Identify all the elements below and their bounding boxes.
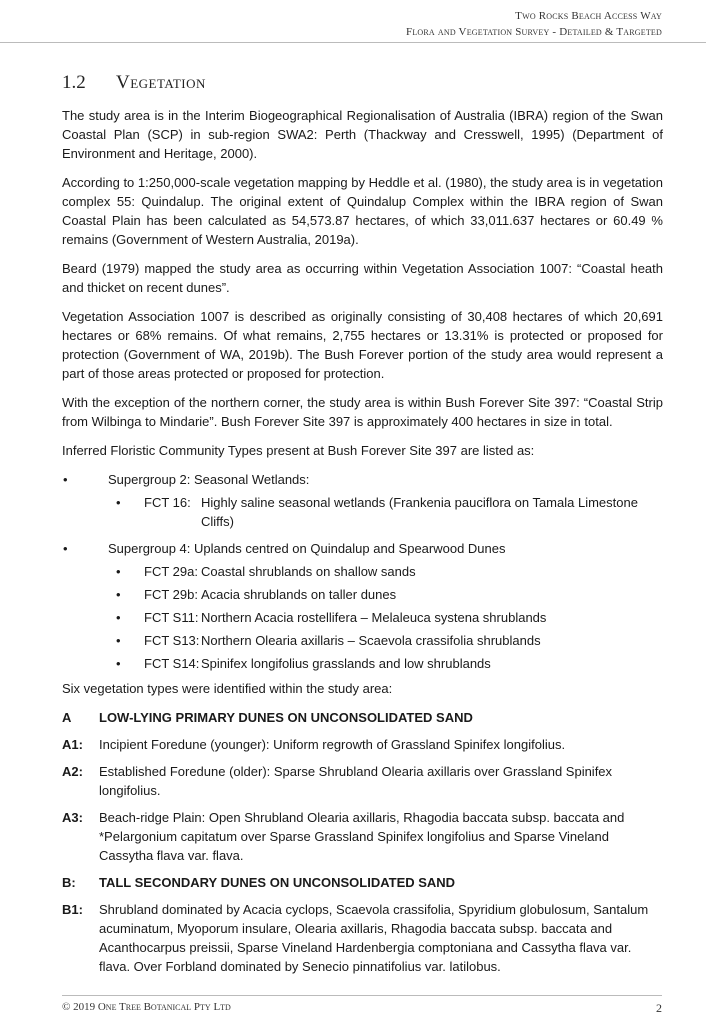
- section-title: Vegetation: [116, 72, 206, 93]
- paragraph: The study area is in the Interim Biogeographical Regionalisation of Australia (IBRA) region of the Swan Coastal Plan (SCP) in sub-region SWA2: Perth (Thackway and Cresswell, 1995) (Department of Environment and Heritage, 2000).: [62, 108, 663, 161]
- supergroup-item: [62, 539, 663, 673]
- veg-type-item: [62, 735, 663, 754]
- veg-type-code: A2:: [62, 764, 83, 779]
- fct-code: • FCT 29b:: [144, 587, 198, 602]
- body-content: [62, 106, 663, 984]
- paragraph: Vegetation Association 1007 is described as originally consisting of 30,408 hectares of which 20,691 hectares or 68% remains. Of what remains, 2,755 hectares or 13.31% is protected or proposed for protection (Government of WA, 2019b). The Bush Forever portion of the study area would represent a part of those areas protected or proposed for protection.: [62, 309, 663, 381]
- veg-type-text: Shrubland dominated by Acacia cyclops, Scaevola crassifolia, Spyridium globulosum, Santalum acuminatum, Myoporum insulare, Olearia axillaris, Rhagodia baccata subsp. baccata and Acanthocarpus preissii, Sparse Vineland Hardenbergia comptoniana and Cassytha flava var. flava. Over Forbland dominated by Senecio pinnatifolius var. latilobus.: [99, 902, 649, 974]
- section-heading: [62, 72, 206, 94]
- fct-item: [108, 631, 663, 650]
- fct-sublist: [108, 493, 663, 531]
- fct-item: [108, 654, 663, 673]
- veg-type-item: [62, 808, 663, 865]
- fct-sublist: [108, 562, 663, 673]
- fct-code: • FCT S11:: [144, 610, 199, 625]
- fct-item: [108, 585, 663, 604]
- fct-text: Highly saline seasonal wetlands (Frankenia pauciflora on Tamala Limestone Cliffs): [201, 495, 638, 529]
- fct-list: [62, 470, 663, 673]
- fct-code: • FCT S14:: [144, 656, 200, 671]
- veg-group-heading: [62, 873, 663, 892]
- supergroup-item: [62, 470, 663, 531]
- supergroup-label: Supergroup 2: Seasonal Wetlands:: [108, 472, 310, 487]
- supergroup-label: Supergroup 4: Uplands centred on Quindalup and Spearwood Dunes: [108, 541, 506, 556]
- fct-text: Spinifex longifolius grasslands and low shrublands: [201, 656, 491, 671]
- veg-type-item: [62, 900, 663, 976]
- veg-type-item: [62, 762, 663, 800]
- running-header: [406, 8, 662, 40]
- footer-divider: [62, 995, 662, 996]
- fct-text: Northern Olearia axillaris – Scaevola crassifolia shrublands: [201, 633, 541, 648]
- paragraph: Inferred Floristic Community Types present at Bush Forever Site 397 are listed as:: [62, 443, 535, 458]
- paragraph: With the exception of the northern corner, the study area is within Bush Forever Site 397: “Coastal Strip from Wilbinga to Mindarie”. Bush Forever Site 397 is approximately 400 hectares in size in total.: [62, 395, 663, 429]
- veg-type-text: Incipient Foredune (younger): Uniform regrowth of Grassland Spinifex longifolius.: [99, 737, 566, 752]
- header-divider: [0, 42, 706, 43]
- veg-type-code: A1:: [62, 737, 83, 752]
- fct-code: • FCT S13:: [144, 633, 200, 648]
- fct-text: Northern Acacia rostellifera – Melaleuca systena shrublands: [201, 610, 547, 625]
- veg-type-text: Beach-ridge Plain: Open Shrubland Olearia axillaris, Rhagodia baccata subsp. baccata and *Pelargonium capitatum over Sparse Grassland Spinifex longifolius and Sparse Vineland Cassytha flava var. flava.: [99, 810, 625, 863]
- fct-code: • FCT 29a:: [144, 564, 198, 579]
- page-number: 2: [656, 1001, 662, 1015]
- veg-intro: Six vegetation types were identified within the study area:: [62, 681, 393, 696]
- veg-group-code: A: [62, 710, 72, 725]
- veg-group-title: TALL SECONDARY DUNES ON UNCONSOLIDATED SAND: [99, 875, 456, 890]
- fct-text: Coastal shrublands on shallow sands: [201, 564, 416, 579]
- veg-type-code: A3:: [62, 810, 83, 825]
- veg-type-code: B1:: [62, 902, 83, 917]
- veg-group-title: LOW-LYING PRIMARY DUNES ON UNCONSOLIDATED SAND: [99, 710, 473, 725]
- section-number: 1.2: [62, 72, 86, 93]
- paragraph: According to 1:250,000-scale vegetation mapping by Heddle et al. (1980), the study area is in vegetation complex 55: Quindalup. The original extent of Quindalup Complex within the IBRA region of Swan Coastal Plain has been calculated as 54,573.87 hectares, of which 33,011.637 hectares or 60.49 % remains (Government of Western Australia, 2019a).: [62, 175, 663, 247]
- header-subtitle: Flora and Vegetation Survey - Detailed & Targeted: [406, 26, 662, 38]
- veg-group-code: B:: [62, 875, 76, 890]
- footer-copyright: © 2019 One Tree Botanical Pty Ltd: [62, 1001, 231, 1013]
- fct-item: [108, 562, 663, 581]
- paragraph: Beard (1979) mapped the study area as occurring within Vegetation Association 1007: “Coastal heath and thicket on recent dunes”.: [62, 261, 663, 295]
- veg-type-text: Established Foredune (older): Sparse Shrubland Olearia axillaris over Grassland Spinifex longifolius.: [99, 764, 613, 798]
- fct-item: [108, 608, 663, 627]
- fct-code: • FCT 16:: [144, 495, 191, 510]
- fct-item: [108, 493, 663, 531]
- header-title: Two Rocks Beach Access Way: [515, 10, 662, 22]
- fct-text: Acacia shrublands on taller dunes: [201, 587, 397, 602]
- veg-group-heading: [62, 708, 663, 727]
